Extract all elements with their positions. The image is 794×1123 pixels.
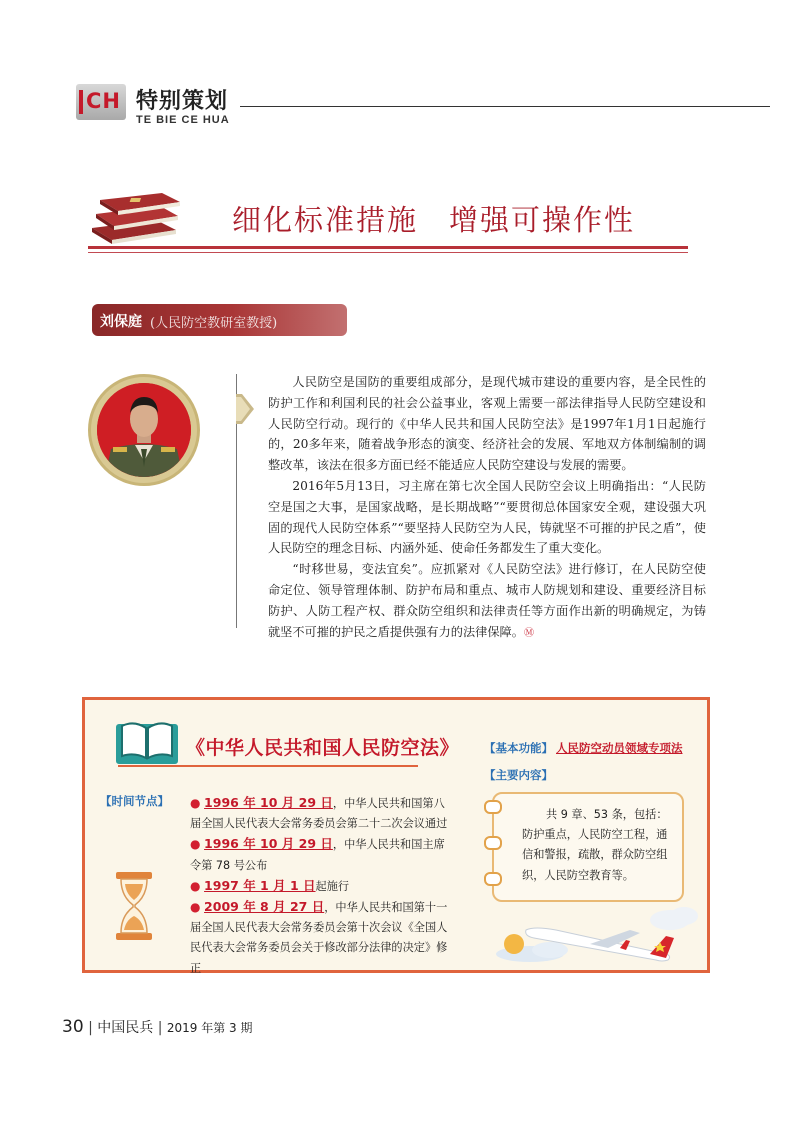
pointer-arrow-icon <box>236 394 256 424</box>
badge-bar <box>79 90 83 114</box>
airplane-icon <box>470 900 706 968</box>
timeline-item <box>190 793 452 834</box>
timeline-date: 1996 年 10 月 29 日 <box>204 836 333 852</box>
basic-function-value: 人民防空动员领域专项法 <box>556 741 683 755</box>
footer-separator: | <box>88 1020 93 1036</box>
header-rule <box>240 106 770 107</box>
binder-ring-icon <box>484 800 502 814</box>
end-mark-icon: Ⓜ <box>523 627 534 639</box>
main-content-label: 【主要内容】 <box>484 768 553 782</box>
timeline-date: 2009 年 8 月 27 日 <box>204 899 325 915</box>
timeline-text: 起施行 <box>315 879 350 893</box>
main-content-text <box>522 805 674 886</box>
law-books-icon <box>86 190 182 246</box>
headline-rule-thin <box>88 252 688 253</box>
timeline-item <box>190 876 452 897</box>
magazine-name: 中国民兵 <box>97 1020 154 1036</box>
timeline-label: 【时间节点】 <box>100 794 169 808</box>
page-footer <box>62 1017 253 1037</box>
paragraph-1: 人民防空是国防的重要组成部分，是现代城市建设的重要内容，是全民性的防护工作和利国利民的社会公益事业，客观上需要一部法律指导人民防空建设和人民防空行动。现行的《中华人民共和国人民防空法》是1997年1月1日起施行的，20多年来，随着战争形态的演变、经济社会的发展、军地双方体制编制的调整改革，该法在很多方面已经不能适应人民防空建设与发展的需要。 <box>268 375 706 473</box>
timeline-item <box>190 834 452 875</box>
main-content-value: 共 9 章、53 条，包括：防护重点，人民防空工程，通信和警报，疏散，群众防空组织，人民防空教育等。 <box>522 808 668 882</box>
bullet-icon: ● <box>190 900 201 915</box>
timeline-date: 1997 年 1 月 1 日 <box>204 877 316 893</box>
headline-rule <box>88 246 688 249</box>
law-title: 《中华人民共和国人民防空法》 <box>186 737 460 759</box>
badge-text: CH <box>86 89 121 113</box>
timeline-text: ，中华人民共和国第十一届全国人民代表大会常务委员会第十次会议《全国人民代表大会常务委员会关于修改部分法律的决定》修正 <box>190 901 448 975</box>
open-book-icon <box>114 716 180 766</box>
issue-label: 2019 年第 3 期 <box>166 1021 253 1035</box>
bullet-icon: ● <box>190 878 201 893</box>
section-pinyin: TE BIE CE HUA <box>136 114 230 126</box>
paragraph-3-text: “时移世易，变法宜矣”。应抓紧对《人民防空法》进行修订，在人民防空使命定位、领导管理体制、防护布局和重点、城市人防规划和建设、重要经济目标防护、人防工程产权、群众防空组织和法律责任等方面作出新的明确规定，为铸就坚不可摧的护民之盾提供强有力的法律保障。 <box>268 562 706 639</box>
bullet-icon: ● <box>190 796 201 810</box>
footer-separator: | <box>157 1020 163 1036</box>
section-badge <box>76 84 126 120</box>
binder-ring-icon <box>484 872 502 886</box>
timeline-date: 1996 年 10 月 29 日 <box>204 795 333 810</box>
timeline-list <box>190 793 452 979</box>
law-title-underline <box>118 765 418 767</box>
portrait-figure <box>97 383 191 477</box>
paragraph-2: 2016年5月13日，习主席在第七次全国人民防空会议上明确指出：“人民防空是国之大事，是国家战略，是长期战略”“要贯彻总体国家安全观，建设强大巩固的现代人民防空体系”“要坚持人民防空为人民，铸就坚不可摧的护民之盾”，使人民防空的理念目标、内涵外延、使命任务都发生了重大变化。 <box>268 478 706 556</box>
paragraph-3 <box>268 559 706 644</box>
hourglass-icon <box>116 872 152 940</box>
author-title: (人民防空教研室教授) <box>150 316 278 331</box>
author-portrait <box>88 374 200 486</box>
timeline-text: ，中华人民共和国第八届全国人民代表大会常务委员会第二十二次会议通过 <box>190 797 448 831</box>
page-number: 30 <box>62 1017 84 1037</box>
author-name: 刘保庭 <box>100 314 142 330</box>
article-body <box>268 372 706 644</box>
timeline-text: ，中华人民共和国主席令第 78 号公布 <box>190 838 445 872</box>
basic-function-label: 【基本功能】 <box>484 741 553 755</box>
section-title: 特别策划 <box>136 89 229 114</box>
binder-ring-icon <box>484 836 502 850</box>
timeline-item <box>190 897 452 979</box>
bullet-icon: ● <box>190 837 201 852</box>
headline: 细化标准措施 增强可操作性 <box>232 203 636 237</box>
